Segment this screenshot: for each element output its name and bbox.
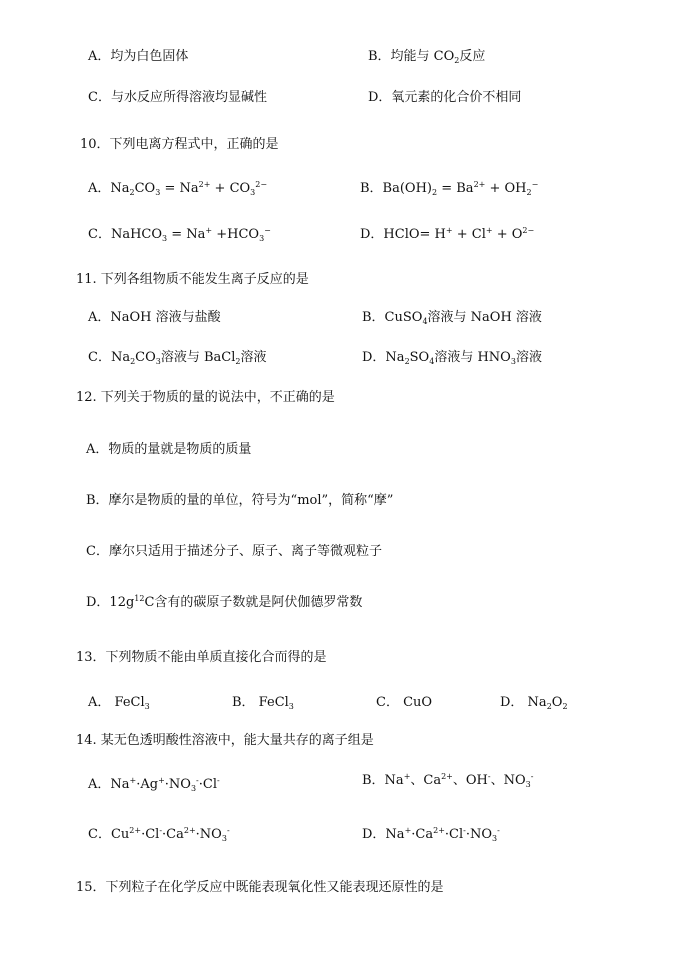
- q12-option-a: A．物质的量就是物质的质量: [86, 442, 252, 457]
- q10-option-c: C．NaHCO$_3$ = $Na^+ +HCO_3^-$: [88, 226, 271, 243]
- q11-title: 11. 下列各组物质不能发生离子反应的是: [76, 272, 309, 287]
- q14-option-a: A．$Na^+\cdot Ag^+\cdot NO_3^-\cdot Cl^-$: [88, 776, 220, 793]
- q12-option-b: B．摩尔是物质的量的单位，符号为“mol”，简称“摩”: [86, 493, 394, 508]
- q10-option-b: B．$Ba(OH)_2 = Ba^{2+} + OH_2^-$: [360, 180, 539, 197]
- q15-title: 15．下列粒子在化学反应中既能表现氧化性又能表现还原性的是: [76, 880, 444, 895]
- q11-option-d: D．$Na_2SO_4$溶液与 $HNO_3$溶液: [362, 350, 542, 366]
- q9-option-c: C．与水反应所得溶液均显碱性: [88, 90, 267, 105]
- q12-title: 12. 下列关于物质的量的说法中，不正确的是: [76, 390, 335, 405]
- q13-option-a: A． FeCl$_3$: [88, 695, 150, 711]
- q14-option-b: B．Na+、$Ca^{2+}$、OH-、$NO_3^-$: [362, 772, 534, 789]
- q13-title: 13．下列物质不能由单质直接化合而得的是: [76, 650, 327, 665]
- q11-option-a: A．NaOH 溶液与盐酸: [88, 310, 221, 325]
- q14-option-c: C．$Cu^{2+}\cdot Cl^-\cdot Ca^{2+}\cdot NO_3^-$: [88, 826, 230, 843]
- q9-option-b: B．均能与 $CO_2$反应: [368, 49, 486, 65]
- q14-option-d: D．$Na^+\cdot Ca^{2+}\cdot Cl^-\cdot NO_3^-$: [362, 826, 500, 843]
- q13-option-b: B． FeCl$_3$: [232, 695, 294, 711]
- q13-option-d: D． $Na_2O_2$: [500, 695, 568, 711]
- q11-option-b: B．CuSO$_4$溶液与 NaOH 溶液: [362, 310, 542, 326]
- q12-option-d: D．$12g^{12}C$含有的碳原子数就是阿伏伽德罗常数: [86, 594, 363, 610]
- q9-option-a: A．均为白色固体: [88, 49, 189, 64]
- q11-option-c: C．$Na_2CO_3$溶液与 BaCl$_2$溶液: [88, 350, 267, 366]
- q10-option-a: A．$Na_2CO_3 = Na^{2+} + CO_3^{2-}$: [88, 180, 268, 197]
- q9-option-d: D．氧元素的化合价不相同: [368, 90, 522, 105]
- q10-option-d: D．HClO= $H^+ + Cl^+ + O^{2-}$: [360, 226, 535, 242]
- q14-title: 14. 某无色透明酸性溶液中，能大量共存的离子组是: [76, 733, 374, 748]
- q12-option-c: C．摩尔只适用于描述分子、原子、离子等微观粒子: [86, 544, 382, 559]
- q13-option-c: C． CuO: [376, 695, 433, 710]
- q10-title: 10．下列电离方程式中，正确的是: [80, 137, 279, 152]
